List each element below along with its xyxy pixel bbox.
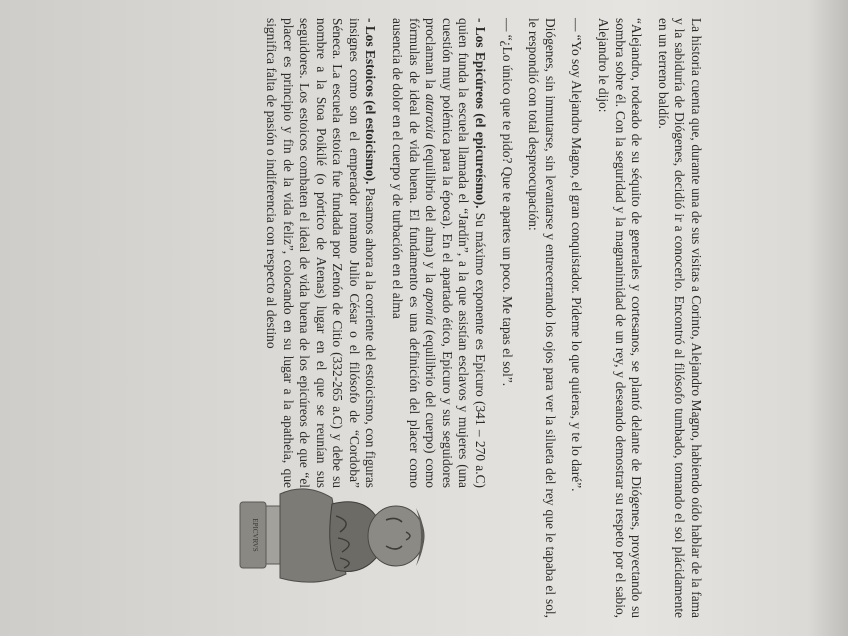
paragraph-diogenes: Diógenes, sin inmutarse, sin levantarse y entrecerrando los ojos para ver la silueta del rey que le tapaba el sol, le respondió con total despreocupación:	[526, 18, 558, 618]
paragraph-quote-diogenes: — “¿Lo único que te pido? Que te apartes un poco. Me tapas el sol”.	[499, 18, 515, 387]
heading-estoicos: - Los Estoicos (el estoicismo).	[363, 18, 379, 185]
paragraph-intro: La historia cuenta que, durante una de sus visitas a Corinto, Alejandro Magno, habiendo oído hablar de la fama y la sabiduría de Diógenes, decidió ir a conocerlo. Encontró al filósofo tumbado, tomando el sol plácidamente en un terreno baldío.	[655, 18, 704, 618]
section-epicureos	[389, 18, 489, 488]
bust-inscription: EPICVRVS	[251, 518, 259, 552]
text-estoicos: Pasamos ahora a la corriente del estoicismo, con figuras insignes como son el emperador romano Julio César o el filósofo de “Cordoba” Séneca. La escuela estoica fue fundada por Zenón de Citio (332-265 a.C) y debe su nombre a la Stoa Poikilé (o pórtico de Atenas) lugar en el que se reunían sus seguidores. Los estoicos combaten el ideal de vida buena de los epicúreos de que “el placer es principio y fin de la vida feliz”, colocando en su lugar a la apatheia, que significa falta de pasión o indiferencia con respecto al destino	[263, 18, 379, 488]
text-epicureos-1: Su máximo exponente es Epicuro (341 – 270 a.C) quien funda la escuela llamada el “Jardín”, a la que asistían esclavos y mujeres (una cuestión muy polémica para la época). En el apartado ético, Epicuro y sus seguidores proclaman la	[423, 18, 489, 488]
epicurus-bust-image	[236, 476, 432, 596]
section-estoicos	[262, 18, 378, 488]
heading-epicureos: - Los Epicúreos (el epicureísmo).	[473, 18, 489, 209]
term-aponia: aponía	[423, 287, 439, 326]
paragraph-alejandro: “Alejandro, rodeado de su séquito de generales y cortesanos, se plantó delante de Diógenes, proyectando su sombra sobre él. Con la seguridad y la magnanimidad de un rey, y deseando demostrar su respeto por el sabio, Alejandro le dijo:	[596, 18, 645, 618]
term-ataraxia: ataraxia	[423, 93, 439, 140]
text-epicureos-3: (equilibrio del cuerpo) como fórmulas de ideal de vida buena. El fundamento es una definición del placer como ausencia de dolor en el cuerpo y de turbación en el alma	[390, 18, 439, 489]
page-shadow	[808, 0, 848, 636]
paragraph-quote-alejandro: — “Yo soy Alejandro Magno, el gran conquistador. Pídeme lo que quieras, y te lo daré”.	[569, 18, 585, 492]
text-epicureos-2: (equilibrio del alma) y la	[423, 139, 439, 288]
